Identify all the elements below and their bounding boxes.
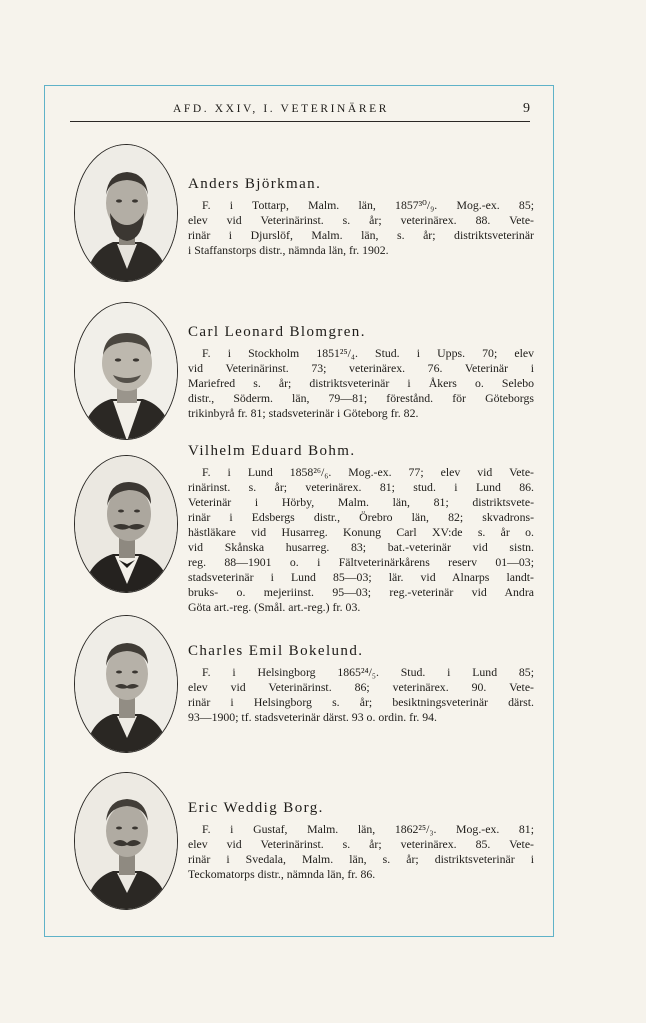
bio-line: hästläkare vid Husarreg. Konung Carl XV:de s. år o. [188, 525, 534, 539]
bio-line: F. i Gustaf, Malm. län, 1862²⁵/₃. Mog.-ex. 81; [202, 822, 534, 836]
bio-line: rinär i Helsingborg s. år; besiktningsveterinär därst. [188, 695, 534, 709]
bio-line: vid Skånska husarreg. 83; bat.-veterinär vid sistn. [188, 540, 534, 554]
portrait-photo [74, 772, 178, 910]
bio-line: Göta art.-reg. (Smål. art.-reg.) fr. 03. [188, 600, 361, 614]
bio-line: F. i Lund 1858²⁶/₆. Mog.-ex. 77; elev vid Vete- [202, 465, 534, 479]
portrait-photo [74, 455, 178, 593]
bio-line: trikinbyrå fr. 81; stadsveterinär i Göteborg fr. 82. [188, 406, 419, 420]
person-name: Anders Björkman. [188, 176, 322, 192]
portrait-photo [74, 615, 178, 753]
bio-line: rinär i Edsbergs distr., Örebro län, 82; skvadrons- [188, 510, 534, 524]
portrait-photo [74, 302, 178, 440]
bio-line: rinär i Djurslöf, Malm. län, s. år; distriktsveterinär [188, 228, 534, 242]
bio-line: stadsveterinär i Lund 85—03; lär. vid Alnarps landt- [188, 570, 534, 584]
section-title: AFD. XXIV, I. VETERINÄRER [173, 103, 389, 115]
person-name: Charles Emil Bokelund. [188, 643, 364, 659]
person-name: Carl Leonard Blomgren. [188, 324, 366, 340]
bio-line: F. i Helsingborg 1865²⁴/₅. Stud. i Lund 85; [202, 665, 534, 679]
bio-line: reg. 88—1901 o. i Fältveterinärkårens reserv 01—03; [188, 555, 534, 569]
running-header [70, 101, 530, 122]
bio-line: vid Veterinärinst. 73; veterinärex. 76. Veterinär i [188, 361, 534, 375]
bio-line: Mariefred s. år; distriktsveterinär i Åkers o. Selebo [188, 376, 534, 390]
bio-line: rinärinst. s. år; veterinärex. 81; stud. i Lund 86. [188, 480, 534, 494]
person-name: Vilhelm Eduard Bohm. [188, 443, 356, 459]
bio-line: distr., Söderm. län, 79—81; förestånd. för Göteborgs [188, 391, 534, 405]
bio-line: elev vid Veterinärinst. s. år; veterinärex. 85. Vete- [188, 837, 534, 851]
bio-line: 93—1900; tf. stadsveterinär därst. 93 o. ordin. fr. 94. [188, 710, 438, 724]
person-name: Eric Weddig Borg. [188, 800, 324, 816]
page-number: 9 [523, 101, 530, 116]
bio-line: i Staffanstorps distr., nämnda län, fr. 1902. [188, 243, 389, 257]
bio-line: Teckomatorps distr., nämnda län, fr. 86. [188, 867, 376, 881]
bio-line: rinär i Svedala, Malm. län, s. år; distriktsveterinär i [188, 852, 534, 866]
bio-line: F. i Stockholm 1851²⁵/₄. Stud. i Upps. 70; elev [202, 346, 534, 360]
bio-line: elev vid Veterinärinst. s. år; veterinärex. 88. Vete- [188, 213, 534, 227]
bio-line: elev vid Veterinärinst. 86; veterinärex. 90. Vete- [188, 680, 534, 694]
bio-line: Veterinär i Hörby, Malm. län, 81; distriktsvete- [188, 495, 534, 509]
portrait-photo [74, 144, 178, 282]
bio-line: bruks- o. mejeriinst. 95—03; reg.-veterinär vid Andra [188, 585, 534, 599]
bio-line: F. i Tottarp, Malm. län, 1857³⁰/₉. Mog.-ex. 85; [202, 198, 534, 212]
